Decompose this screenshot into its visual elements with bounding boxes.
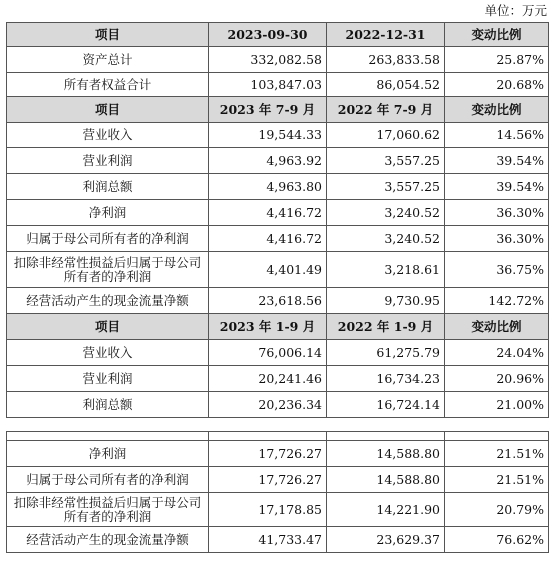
value-cell: 9,730.95 <box>327 288 445 314</box>
value-cell: 17,726.27 <box>209 467 327 493</box>
value-cell: 17,726.27 <box>209 441 327 467</box>
table-row <box>7 467 549 493</box>
value-cell: 3,218.61 <box>327 252 445 288</box>
value-cell: 3,240.52 <box>327 226 445 252</box>
value-cell: 3,557.25 <box>327 174 445 200</box>
table-row <box>7 366 549 392</box>
header-cell: 变动比例 <box>445 97 549 123</box>
table-row <box>7 148 549 174</box>
value-cell: 23,629.37 <box>327 527 445 553</box>
header-cell: 项目 <box>7 97 209 123</box>
row-label: 营业利润 <box>7 366 209 392</box>
table-row <box>7 47 549 73</box>
header-cell: 2022 年 1-9 月 <box>327 314 445 340</box>
value-cell: 14,588.80 <box>327 467 445 493</box>
table-row <box>7 392 549 418</box>
pct-cell: 20.79% <box>445 493 549 527</box>
value-cell: 4,963.80 <box>209 174 327 200</box>
pct-cell: 20.96% <box>445 366 549 392</box>
unit-label: 单位：万元 <box>484 3 547 18</box>
pct-cell: 36.30% <box>445 226 549 252</box>
header-cell: 项目 <box>7 314 209 340</box>
header-cell: 2022 年 7-9 月 <box>327 97 445 123</box>
table-row <box>7 441 549 467</box>
value-cell: 3,557.25 <box>327 148 445 174</box>
header-cell: 变动比例 <box>445 314 549 340</box>
table-row <box>7 174 549 200</box>
value-cell: 76,006.14 <box>209 340 327 366</box>
table-row <box>7 252 549 288</box>
value-cell: 4,416.72 <box>209 226 327 252</box>
value-cell: 23,618.56 <box>209 288 327 314</box>
row-label: 利润总额 <box>7 174 209 200</box>
financial-table-top <box>6 22 549 418</box>
value-cell: 3,240.52 <box>327 200 445 226</box>
header-cell: 2022-12-31 <box>327 23 445 47</box>
pct-cell: 36.75% <box>445 252 549 288</box>
value-cell: 16,734.23 <box>327 366 445 392</box>
pct-cell: 39.54% <box>445 148 549 174</box>
pct-cell: 24.04% <box>445 340 549 366</box>
header-cell: 变动比例 <box>445 23 549 47</box>
row-label: 归属于母公司所有者的净利润 <box>7 226 209 252</box>
table-header-row <box>7 314 549 340</box>
pct-cell: 21.51% <box>445 467 549 493</box>
table-row <box>7 493 549 527</box>
value-cell: 103,847.03 <box>209 73 327 97</box>
row-label: 所有者权益合计 <box>7 73 209 97</box>
value-cell: 4,401.49 <box>209 252 327 288</box>
row-label: 经营活动产生的现金流量净额 <box>7 527 209 553</box>
pct-cell: 142.72% <box>445 288 549 314</box>
financial-table-bottom <box>6 431 549 553</box>
value-cell: 19,544.33 <box>209 123 327 148</box>
value-cell: 332,082.58 <box>209 47 327 73</box>
header-cell: 2023-09-30 <box>209 23 327 47</box>
pct-cell: 21.00% <box>445 392 549 418</box>
pct-cell: 14.56% <box>445 123 549 148</box>
value-cell: 263,833.58 <box>327 47 445 73</box>
value-cell: 17,178.85 <box>209 493 327 527</box>
table-row <box>7 200 549 226</box>
value-cell: 14,588.80 <box>327 441 445 467</box>
row-label: 净利润 <box>7 200 209 226</box>
pct-cell: 20.68% <box>445 73 549 97</box>
row-label: 资产总计 <box>7 47 209 73</box>
table-row <box>7 527 549 553</box>
value-cell: 20,241.46 <box>209 366 327 392</box>
table-header-row <box>7 23 549 47</box>
blank-row <box>7 432 549 441</box>
pct-cell: 39.54% <box>445 174 549 200</box>
header-cell: 2023 年 1-9 月 <box>209 314 327 340</box>
pct-cell: 76.62% <box>445 527 549 553</box>
value-cell: 14,221.90 <box>327 493 445 527</box>
value-cell: 41,733.47 <box>209 527 327 553</box>
value-cell: 16,724.14 <box>327 392 445 418</box>
row-label: 营业收入 <box>7 123 209 148</box>
row-label: 扣除非经常性损益后归属于母公司所有者的净利润 <box>7 493 209 527</box>
value-cell: 61,275.79 <box>327 340 445 366</box>
pct-cell: 25.87% <box>445 47 549 73</box>
value-cell: 86,054.52 <box>327 73 445 97</box>
row-label: 经营活动产生的现金流量净额 <box>7 288 209 314</box>
row-label: 归属于母公司所有者的净利润 <box>7 467 209 493</box>
table-row <box>7 288 549 314</box>
header-cell: 2023 年 7-9 月 <box>209 97 327 123</box>
table-row <box>7 123 549 148</box>
table-row <box>7 73 549 97</box>
row-label: 扣除非经常性损益后归属于母公司所有者的净利润 <box>7 252 209 288</box>
table-row <box>7 226 549 252</box>
header-cell: 项目 <box>7 23 209 47</box>
pct-cell: 36.30% <box>445 200 549 226</box>
row-label: 净利润 <box>7 441 209 467</box>
value-cell: 17,060.62 <box>327 123 445 148</box>
pct-cell: 21.51% <box>445 441 549 467</box>
value-cell: 20,236.34 <box>209 392 327 418</box>
table-row <box>7 340 549 366</box>
row-label: 营业利润 <box>7 148 209 174</box>
value-cell: 4,416.72 <box>209 200 327 226</box>
table-header-row <box>7 97 549 123</box>
row-label: 利润总额 <box>7 392 209 418</box>
row-label: 营业收入 <box>7 340 209 366</box>
value-cell: 4,963.92 <box>209 148 327 174</box>
